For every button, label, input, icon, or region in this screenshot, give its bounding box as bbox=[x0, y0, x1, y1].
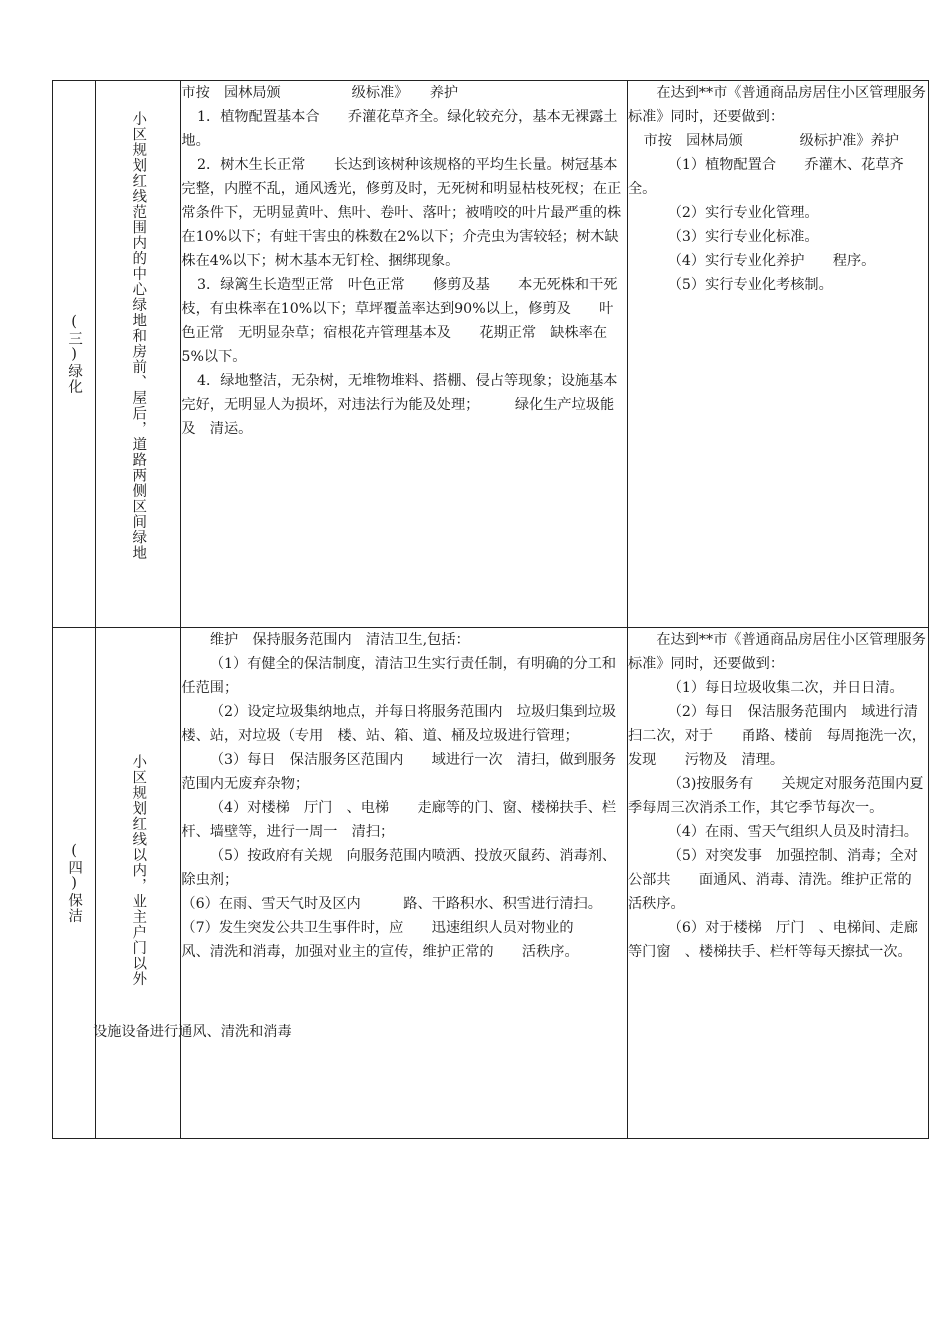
standard-item: （3）每日 保洁服务区范围内 域进行一次 清扫，做到服务范围内无废弃杂物； bbox=[181, 752, 617, 792]
service-standard-table bbox=[52, 80, 941, 1139]
standard-item: 1．植物配置基本合 乔灌花草齐全。绿化较充分，基本无裸露土地。 bbox=[181, 109, 618, 149]
standard-item: （2）设定垃圾集纳地点，并每日将服务范围内 垃圾归集到垃圾楼、站，对垃圾（专用 楼、站、箱、道、桶及垃圾进行管理； bbox=[181, 704, 617, 744]
table-row-cleaning bbox=[53, 628, 929, 1139]
service-item: （5）对突发事 加强控制、消毒；全对公部共 面通风、消毒、清洗。维护正常的 活秩序。 bbox=[627, 848, 941, 912]
category-cell bbox=[53, 628, 96, 1139]
service-item: （4）实行专业化养护 程序。 bbox=[667, 253, 876, 269]
scope-cell bbox=[96, 628, 181, 1139]
service-item: 市按 园林局颁 级标护准》养护 bbox=[643, 133, 899, 149]
standard-item: （1）有健全的保洁制度，清洁卫生实行责任制，有明确的分工和 任范围； bbox=[181, 656, 631, 696]
service-item: （5）实行专业化考核制。 bbox=[667, 277, 833, 293]
service-item: （1）每日垃圾收集二次，并日日清。 bbox=[667, 680, 904, 696]
standard-item: 2．树木生长正常 长达到该树种该规格的平均生长量。树冠基本完整，内膛不乱，通风透光，修剪及时，无死树和明显枯枝死杈；在正常条件下，无明显黄叶、焦叶、卷叶、落叶；被啃咬的叶片最严重的株在10%以下；有蛀干害虫的株数在2%以下；介壳虫为害较轻；树木缺株在4%以下；树木基本无钉栓、捆绑现象。 bbox=[181, 157, 622, 269]
scope-text: 小区规划红线范围内的中心绿地和房前、屋后，道路两侧区间绿地 bbox=[130, 111, 147, 561]
scope-cell bbox=[96, 81, 181, 628]
service-item: （2）每日 保洁服务范围内 域进行清扫二次，对于 甬路、楼前 每周拖洗一次，发现 污物及 清理。 bbox=[627, 704, 926, 768]
category-label: (三)绿化 bbox=[66, 313, 83, 395]
standard-item: （7）发生突发公共卫生事件时，应 迅速组织人员对物业的 风、清洗和消毒，加强对业主的宣传，维护正常的 活秩序。 bbox=[181, 920, 702, 960]
scope-text: 小区规划红线以内，业主户门以外 bbox=[130, 754, 147, 987]
category-cell bbox=[53, 81, 96, 628]
service-cell bbox=[627, 81, 928, 628]
service-item: （3)按服务有 关规定对服务范围内夏季每周三次消杀工作，其它季节每次一。 bbox=[627, 776, 924, 816]
service-intro: 在达到**市《普通商品房居住小区管理服务标准》同时，还要做到： bbox=[627, 632, 926, 672]
standard-heading: 市按 园林局颁 级标准》 养护 bbox=[181, 85, 459, 101]
service-item: （6）对于楼梯 厅门 、电梯间、走廊等门窗 、楼梯扶手、栏杆等每天擦拭一次。 bbox=[627, 920, 918, 960]
standard-cell bbox=[181, 81, 628, 628]
category-label: (四)保洁 bbox=[66, 842, 83, 924]
standard-item: （4）对楼梯 厅门 、电梯 走廊等的门、窗、楼梯扶手、栏杆、墙壁等，进行一周一 清扫； bbox=[181, 800, 617, 840]
standard-item: （6）在雨、雪天气时及区内 路、干路积水、积雪进行清扫。 bbox=[181, 896, 602, 912]
service-cell bbox=[627, 628, 941, 1139]
standard-item: 4．绿地整洁，无杂树，无堆物堆料、搭棚、侵占等现象；设施基本完好，无明显人为损坏，对违法行为能及处理； 绿化生产垃圾能及 清运。 bbox=[181, 373, 618, 437]
overflow-note: 设施设备进行通风、清洗和消毒 bbox=[93, 1024, 292, 1040]
table-row-greening bbox=[53, 81, 929, 628]
service-item: （4）在雨、雪天气组织人员及时清扫。 bbox=[667, 824, 918, 840]
service-item: （2）实行专业化管理。 bbox=[667, 205, 819, 221]
service-intro: 在达到**市《普通商品房居住小区管理服务标准》同时，还要做到： bbox=[627, 85, 926, 125]
service-item: （3）实行专业化标准。 bbox=[667, 229, 819, 245]
standard-item: 3．绿篱生长造型正常 叶色正常 修剪及基 本无死株和干死枝，有虫株率在10%以下；草坪覆盖率达到90%以上，修剪及 叶色正常 无明显杂草；宿根花卉管理基本及 花期正常 缺株率在5%以下。 bbox=[181, 277, 618, 365]
standard-cell bbox=[181, 628, 702, 1139]
standard-item: （5）按政府有关规 向服务范围内喷洒、投放灭鼠药、消毒剂、除虫剂； bbox=[181, 848, 617, 888]
standard-heading: 维护 保持服务范围内 清洁卫生,包括： bbox=[209, 632, 470, 648]
service-item: （1）植物配置合 乔灌木、花草齐全。 bbox=[627, 157, 904, 197]
